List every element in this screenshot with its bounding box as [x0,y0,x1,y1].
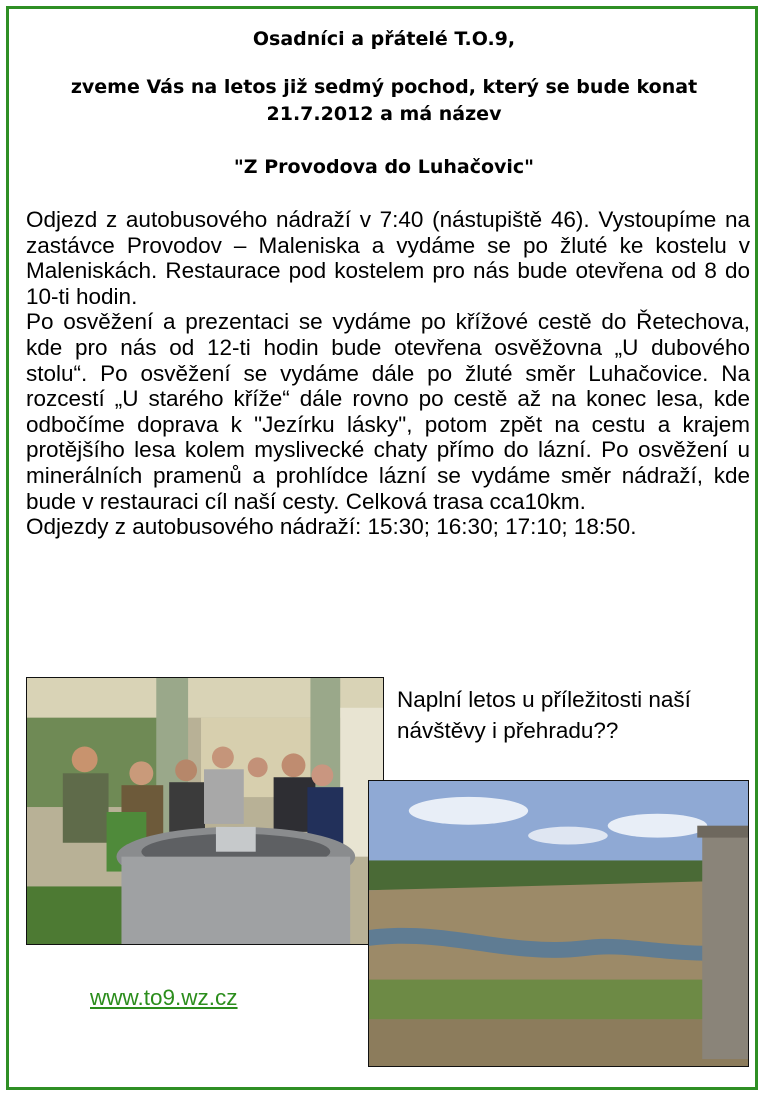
dam-caption: Naplní letos u příležitosti naší návštěvy i přehradu?? [397,687,691,743]
website-link[interactable]: www.to9.wz.cz [90,985,238,1010]
group-photo [26,677,384,945]
route-description [26,207,750,540]
dam-photo [368,780,749,1067]
event-title: "Z Provodova do Luhačovic" [233,156,535,178]
return-departures-paragraph: Odjezdy z autobusového nádraží: 15:30; 16:30; 17:10; 18:50. [26,514,637,540]
departure-paragraph: Odjezd z autobusového nádraží v 7:40 (nástupiště 46). Vystoupíme na zastávce Provodov – Maleniska a vydáme se po žluté ke kostelu v Maleniskách. Restaurace pod kostelem pro nás bude otevřena od 8 do 10-ti hodin. [26,207,750,309]
route-paragraph: Po osvěžení a prezentaci se vydáme po křížové cestě do Řetechova, kde pro nás od 12-ti hodin bude otevřena osvěžovna „U dubového stolu“. Po osvěžení se vydáme dále po žluté směr Luhačovice. Na rozcestí „U starého kříže“ dále rovno po cestě až na konec lesa, kde odbočíme doprava k "Jezírku lásky", potom zpět na cestu a krajem protějšího lesa kolem myslivecké chaty přímo do lázní. Po osvěžení u minerálních pramenů a prohlídce lázní se vydáme směr nádraží, kde bude v restauraci cíl naší cesty. Celková trasa cca10km. [26,309,750,514]
invitation-heading: zveme Vás na letos již sedmý pochod, který se bude konat 21.7.2012 a má název [70,76,698,125]
greeting-heading: Osadníci a přátelé T.O.9, [252,28,516,50]
